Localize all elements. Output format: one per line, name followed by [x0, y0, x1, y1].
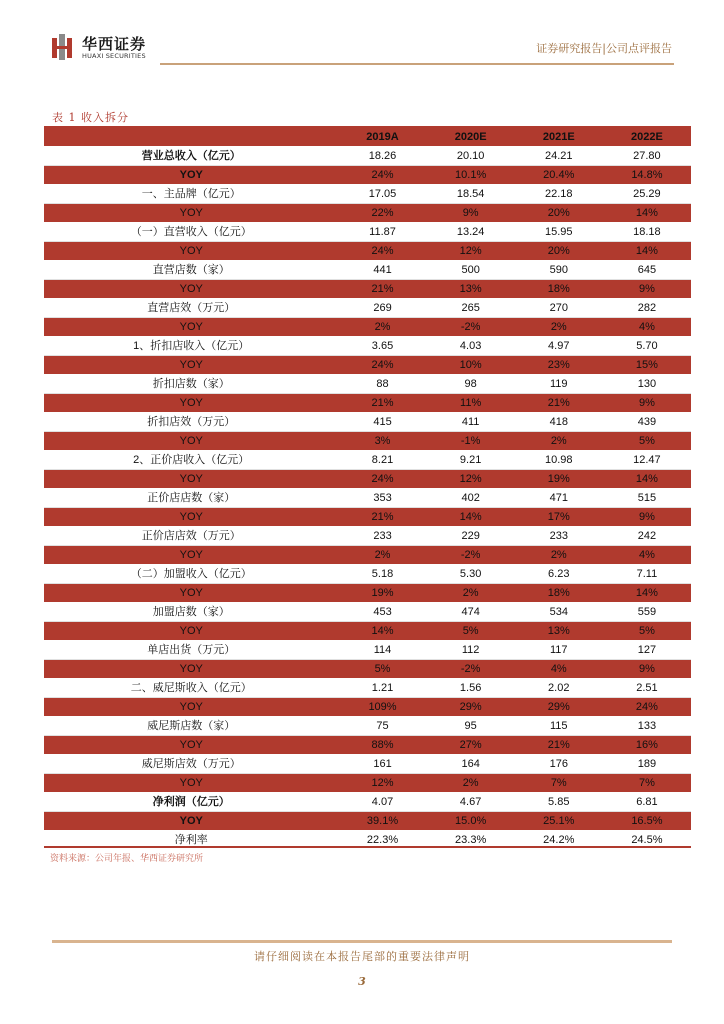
- table-row: [44, 356, 691, 375]
- row-value: 270: [515, 299, 603, 318]
- row-value: 8.21: [338, 451, 426, 470]
- row-value: 18%: [515, 280, 603, 299]
- row-value: 5.70: [603, 337, 691, 356]
- row-value: 7.11: [603, 565, 691, 584]
- table-row: [44, 679, 691, 698]
- row-label: 2、正价店收入（亿元）: [44, 451, 338, 470]
- row-value: 515: [603, 489, 691, 508]
- row-value: 439: [603, 413, 691, 432]
- table-row: [44, 166, 691, 185]
- row-value: 109%: [338, 698, 426, 717]
- row-value: 4.03: [427, 337, 515, 356]
- row-value: 2.02: [515, 679, 603, 698]
- row-value: 233: [515, 527, 603, 546]
- row-value: 16%: [603, 736, 691, 755]
- brand-name-en: HUAXI SECURITIES: [82, 52, 146, 60]
- table-row: [44, 717, 691, 736]
- row-value: 411: [427, 413, 515, 432]
- revenue-breakdown-table: [44, 128, 691, 849]
- row-label: 净利率: [44, 831, 338, 850]
- row-value: 161: [338, 755, 426, 774]
- row-value: 4%: [603, 546, 691, 565]
- row-value: 353: [338, 489, 426, 508]
- row-value: 88: [338, 375, 426, 394]
- column-header: 2020E: [427, 128, 515, 147]
- row-value: 2%: [515, 432, 603, 451]
- row-value: 16.5%: [603, 812, 691, 831]
- table-row: [44, 470, 691, 489]
- row-value: 13%: [427, 280, 515, 299]
- row-value: 13.24: [427, 223, 515, 242]
- row-value: -2%: [427, 660, 515, 679]
- table-row: [44, 603, 691, 622]
- row-value: 95: [427, 717, 515, 736]
- row-label: 营业总收入（亿元）: [44, 147, 338, 166]
- row-value: -2%: [427, 318, 515, 337]
- row-value: 29%: [515, 698, 603, 717]
- row-value: 14.8%: [603, 166, 691, 185]
- row-value: 9%: [603, 280, 691, 299]
- row-value: 7%: [603, 774, 691, 793]
- row-value: 12.47: [603, 451, 691, 470]
- table-row: [44, 755, 691, 774]
- report-type: 证券研究报告|公司点评报告: [536, 42, 672, 55]
- row-value: 10%: [427, 356, 515, 375]
- row-value: 5%: [427, 622, 515, 641]
- row-value: 21%: [515, 736, 603, 755]
- row-value: 22.18: [515, 185, 603, 204]
- table-row: [44, 261, 691, 280]
- row-value: 130: [603, 375, 691, 394]
- row-value: 21%: [338, 394, 426, 413]
- row-value: 23.3%: [427, 831, 515, 850]
- table-row: [44, 394, 691, 413]
- row-value: 229: [427, 527, 515, 546]
- row-value: 29%: [427, 698, 515, 717]
- row-value: 24%: [338, 166, 426, 185]
- table-header-row: [44, 128, 691, 147]
- row-value: 14%: [427, 508, 515, 527]
- row-value: 2%: [427, 584, 515, 603]
- row-label: YOY: [44, 318, 338, 337]
- row-value: 10.98: [515, 451, 603, 470]
- row-value: 590: [515, 261, 603, 280]
- row-label: （一）直营收入（亿元）: [44, 223, 338, 242]
- row-value: 5.18: [338, 565, 426, 584]
- row-value: 15%: [603, 356, 691, 375]
- table-row: [44, 489, 691, 508]
- row-label: 威尼斯店数（家）: [44, 717, 338, 736]
- row-value: 4.07: [338, 793, 426, 812]
- row-value: 21%: [515, 394, 603, 413]
- table-row: [44, 432, 691, 451]
- row-value: 133: [603, 717, 691, 736]
- table-row: [44, 451, 691, 470]
- row-label: YOY: [44, 774, 338, 793]
- table-row: [44, 546, 691, 565]
- table-row: [44, 641, 691, 660]
- row-value: 24%: [603, 698, 691, 717]
- row-value: -1%: [427, 432, 515, 451]
- row-value: 2%: [338, 546, 426, 565]
- table-row: [44, 812, 691, 831]
- row-value: 2%: [515, 318, 603, 337]
- table-row: [44, 736, 691, 755]
- row-label: 直营店效（万元）: [44, 299, 338, 318]
- row-value: 418: [515, 413, 603, 432]
- row-value: 27%: [427, 736, 515, 755]
- row-value: 25.1%: [515, 812, 603, 831]
- row-value: 5%: [603, 432, 691, 451]
- row-value: 12%: [338, 774, 426, 793]
- table-row: [44, 660, 691, 679]
- row-value: 17%: [515, 508, 603, 527]
- row-value: 21%: [338, 508, 426, 527]
- row-label: YOY: [44, 432, 338, 451]
- row-label: YOY: [44, 546, 338, 565]
- row-label: YOY: [44, 736, 338, 755]
- row-value: 6.81: [603, 793, 691, 812]
- row-value: 1.21: [338, 679, 426, 698]
- table-row: [44, 413, 691, 432]
- row-label: 折扣店效（万元）: [44, 413, 338, 432]
- row-value: 112: [427, 641, 515, 660]
- row-value: 20%: [515, 242, 603, 261]
- row-label: 一、主品牌（亿元）: [44, 185, 338, 204]
- row-value: 14%: [603, 584, 691, 603]
- row-value: 9%: [427, 204, 515, 223]
- footer-divider: [52, 940, 672, 943]
- row-label: 直营店数（家）: [44, 261, 338, 280]
- row-value: 24%: [338, 356, 426, 375]
- row-value: 18.54: [427, 185, 515, 204]
- row-value: 19%: [338, 584, 426, 603]
- row-value: 441: [338, 261, 426, 280]
- row-value: 4.67: [427, 793, 515, 812]
- row-value: 14%: [603, 242, 691, 261]
- table-row: [44, 793, 691, 812]
- row-label: YOY: [44, 622, 338, 641]
- row-value: 18.18: [603, 223, 691, 242]
- row-value: 3.65: [338, 337, 426, 356]
- table-row: [44, 280, 691, 299]
- row-value: 13%: [515, 622, 603, 641]
- row-value: 18.26: [338, 147, 426, 166]
- table-row: [44, 185, 691, 204]
- row-value: 24.21: [515, 147, 603, 166]
- row-value: 119: [515, 375, 603, 394]
- row-value: 24.2%: [515, 831, 603, 850]
- row-value: 20.4%: [515, 166, 603, 185]
- row-value: 21%: [338, 280, 426, 299]
- row-label: YOY: [44, 242, 338, 261]
- table-row: [44, 242, 691, 261]
- row-value: 265: [427, 299, 515, 318]
- table-row: [44, 318, 691, 337]
- table-row: [44, 147, 691, 166]
- row-value: 233: [338, 527, 426, 546]
- row-value: 20%: [515, 204, 603, 223]
- table-title: 表 1 收入拆分: [52, 111, 129, 124]
- row-value: 9.21: [427, 451, 515, 470]
- row-label: YOY: [44, 356, 338, 375]
- row-value: 75: [338, 717, 426, 736]
- row-value: 11.87: [338, 223, 426, 242]
- row-value: 127: [603, 641, 691, 660]
- row-value: 25.29: [603, 185, 691, 204]
- row-value: 269: [338, 299, 426, 318]
- row-value: 17.05: [338, 185, 426, 204]
- row-value: 3%: [338, 432, 426, 451]
- row-value: 24.5%: [603, 831, 691, 850]
- row-label: 威尼斯店效（万元）: [44, 755, 338, 774]
- row-value: 5.30: [427, 565, 515, 584]
- legal-disclaimer: 请仔细阅读在本报告尾部的重要法律声明: [254, 950, 470, 963]
- row-value: 471: [515, 489, 603, 508]
- row-label: YOY: [44, 280, 338, 299]
- row-value: 24%: [338, 470, 426, 489]
- table-row: [44, 527, 691, 546]
- row-value: 98: [427, 375, 515, 394]
- row-label: （二）加盟收入（亿元）: [44, 565, 338, 584]
- table-bottom-rule: [44, 846, 691, 848]
- table-row: [44, 698, 691, 717]
- row-value: 5%: [603, 622, 691, 641]
- table-row: [44, 204, 691, 223]
- row-label: YOY: [44, 166, 338, 185]
- brand-name-cn: 华西证券: [82, 35, 147, 53]
- row-label: YOY: [44, 508, 338, 527]
- row-value: 189: [603, 755, 691, 774]
- row-value: 88%: [338, 736, 426, 755]
- row-value: 2%: [427, 774, 515, 793]
- row-value: 2.51: [603, 679, 691, 698]
- row-value: -2%: [427, 546, 515, 565]
- row-value: 19%: [515, 470, 603, 489]
- row-label: 正价店店数（家）: [44, 489, 338, 508]
- table-row: [44, 337, 691, 356]
- row-value: 534: [515, 603, 603, 622]
- row-value: 415: [338, 413, 426, 432]
- row-value: 453: [338, 603, 426, 622]
- row-value: 22.3%: [338, 831, 426, 850]
- table-row: [44, 774, 691, 793]
- huaxi-logo-icon: [50, 34, 74, 60]
- table-row: [44, 622, 691, 641]
- row-value: 402: [427, 489, 515, 508]
- page-header: [0, 0, 724, 70]
- row-value: 15.95: [515, 223, 603, 242]
- row-value: 500: [427, 261, 515, 280]
- column-header: [44, 128, 338, 147]
- row-label: 1、折扣店收入（亿元）: [44, 337, 338, 356]
- table-row: [44, 299, 691, 318]
- row-value: 14%: [603, 470, 691, 489]
- row-label: YOY: [44, 470, 338, 489]
- row-label: YOY: [44, 812, 338, 831]
- row-value: 559: [603, 603, 691, 622]
- column-header: 2021E: [515, 128, 603, 147]
- row-value: 6.23: [515, 565, 603, 584]
- row-value: 164: [427, 755, 515, 774]
- row-value: 1.56: [427, 679, 515, 698]
- row-value: 12%: [427, 470, 515, 489]
- row-value: 11%: [427, 394, 515, 413]
- row-label: YOY: [44, 698, 338, 717]
- row-value: 9%: [603, 508, 691, 527]
- row-value: 2%: [338, 318, 426, 337]
- row-value: 39.1%: [338, 812, 426, 831]
- row-value: 12%: [427, 242, 515, 261]
- row-value: 9%: [603, 660, 691, 679]
- table-row: [44, 565, 691, 584]
- row-value: 282: [603, 299, 691, 318]
- table-row: [44, 375, 691, 394]
- row-value: 23%: [515, 356, 603, 375]
- row-label: 折扣店数（家）: [44, 375, 338, 394]
- row-label: 单店出货（万元）: [44, 641, 338, 660]
- row-value: 24%: [338, 242, 426, 261]
- column-header: 2022E: [603, 128, 691, 147]
- row-value: 114: [338, 641, 426, 660]
- row-value: 4%: [515, 660, 603, 679]
- row-value: 22%: [338, 204, 426, 223]
- row-value: 14%: [338, 622, 426, 641]
- header-divider: [160, 63, 674, 65]
- row-value: 5.85: [515, 793, 603, 812]
- row-label: 净利润（亿元）: [44, 793, 338, 812]
- row-value: 4%: [603, 318, 691, 337]
- row-value: 474: [427, 603, 515, 622]
- row-value: 9%: [603, 394, 691, 413]
- row-value: 27.80: [603, 147, 691, 166]
- row-value: 7%: [515, 774, 603, 793]
- source-note: 资料来源：公司年报、华西证券研究所: [50, 854, 204, 864]
- row-label: 正价店店效（万元）: [44, 527, 338, 546]
- row-value: 117: [515, 641, 603, 660]
- row-label: YOY: [44, 584, 338, 603]
- row-value: 20.10: [427, 147, 515, 166]
- row-value: 115: [515, 717, 603, 736]
- row-label: YOY: [44, 660, 338, 679]
- row-label: YOY: [44, 204, 338, 223]
- row-value: 18%: [515, 584, 603, 603]
- row-label: 二、威尼斯收入（亿元）: [44, 679, 338, 698]
- row-value: 10.1%: [427, 166, 515, 185]
- table-row: [44, 584, 691, 603]
- row-label: 加盟店数（家）: [44, 603, 338, 622]
- row-value: 14%: [603, 204, 691, 223]
- page-number: 3: [358, 975, 366, 988]
- row-label: YOY: [44, 394, 338, 413]
- row-value: 242: [603, 527, 691, 546]
- row-value: 2%: [515, 546, 603, 565]
- row-value: 176: [515, 755, 603, 774]
- table-row: [44, 508, 691, 527]
- row-value: 5%: [338, 660, 426, 679]
- column-header: 2019A: [338, 128, 426, 147]
- row-value: 15.0%: [427, 812, 515, 831]
- row-value: 645: [603, 261, 691, 280]
- row-value: 4.97: [515, 337, 603, 356]
- table-row: [44, 223, 691, 242]
